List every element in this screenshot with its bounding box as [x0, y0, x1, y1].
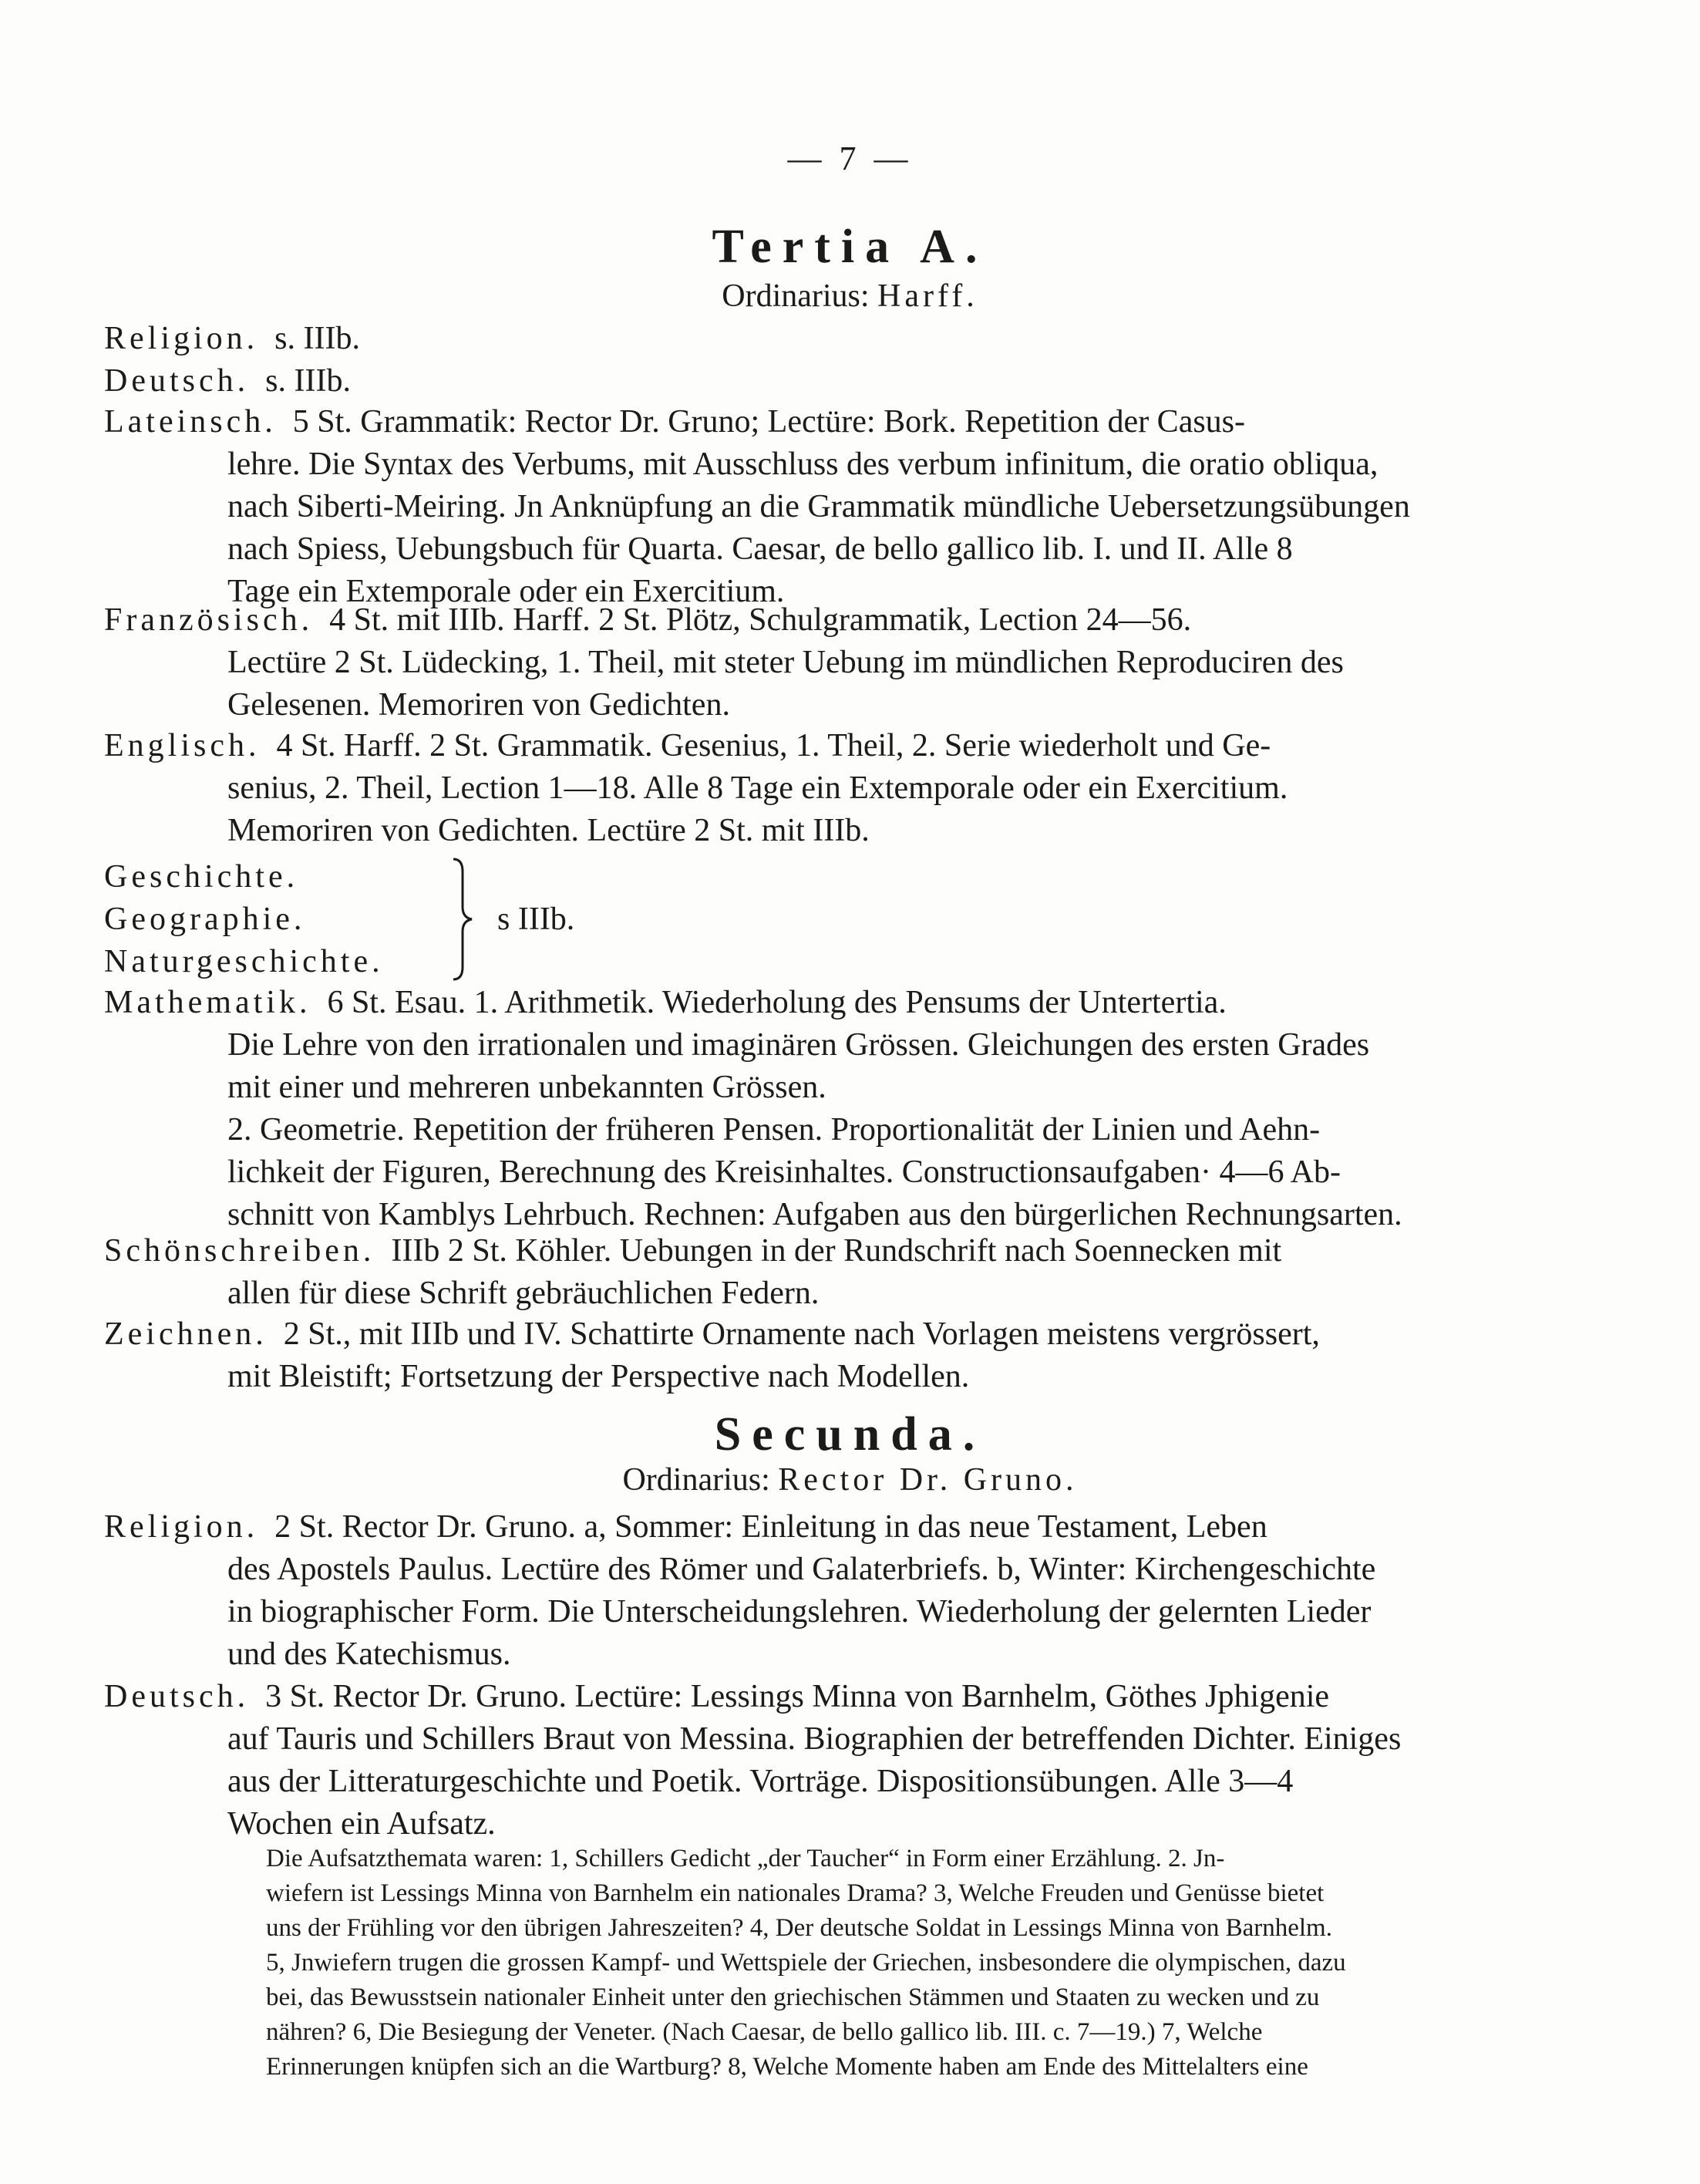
subject-text: 3 St. Rector Dr. Gruno. Lectüre: Lessings Minna von Barnhelm, Göthes Jphigenie [265, 1679, 1330, 1714]
entry-mathematik-tertia [104, 982, 1546, 1236]
text-line: 2. Geometrie. Repetition der früheren Pensen. Proportionalität der Linien und Aehn- [227, 1112, 1321, 1148]
section-heading-tertia: Tertia A. [712, 221, 988, 273]
subject-label: Naturgeschichte. [104, 944, 384, 979]
page-number: — 7 — [787, 140, 913, 177]
text-line: Tage ein Extemporale oder ein Exercitium. [227, 574, 785, 609]
subject-label: Französisch. [104, 602, 314, 638]
entry-deutsch-tertia [104, 360, 1546, 403]
text-line: mit Bleistift; Fortsetzung der Perspective nach Modellen. [227, 1359, 970, 1394]
text-line: des Apostels Paulus. Lectüre des Römer und Galaterbriefs. b, Winter: Kirchengeschichte [227, 1552, 1376, 1587]
subject-label: Geographie. [104, 902, 306, 937]
subject-label: Mathematik. [104, 985, 311, 1020]
subject-label: Religion. [104, 321, 259, 356]
text-line: Lectüre 2 St. Lüdecking, 1. Theil, mit steter Uebung im mündlichen Reproduciren des [227, 645, 1344, 680]
entry-latein-tertia [104, 401, 1546, 613]
text-line: schnitt von Kamblys Lehrbuch. Rechnen: Aufgaben aus den bürgerlichen Rechnungsarten. [227, 1197, 1402, 1232]
subject-label: Deutsch. [104, 363, 250, 399]
text-line: lehre. Die Syntax des Verbums, mit Ausschluss des verbum infinitum, die oratio obliqua, [227, 447, 1379, 482]
text-line: auf Tauris und Schillers Braut von Messina. Biographien der betreffenden Dichter. Einiges [227, 1721, 1402, 1757]
subject-text: IIIb 2 St. Köhler. Uebungen in der Rundschrift nach Soennecken mit [391, 1233, 1282, 1269]
ordinarius-label: Ordinarius: [722, 278, 870, 314]
entry-group-geschichte [104, 856, 575, 983]
text-line: Memoriren von Gedichten. Lectüre 2 St. mit IIIb. [227, 813, 870, 848]
subject-text: s. IIIb. [274, 321, 360, 356]
text-line: nähren? 6, Die Besiegung der Veneter. (Nach Caesar, de bello gallico lib. III. c. 7—19.) 7, Welche [266, 2018, 1263, 2046]
subject-label: Englisch. [104, 728, 261, 763]
text-line: nach Spiess, Uebungsbuch für Quarta. Caesar, de bello gallico lib. I. und II. Alle 8 [227, 531, 1293, 567]
ordinarius-label: Ordinarius: [622, 1462, 770, 1498]
text-line: Gelesenen. Memoriren von Gedichten. [227, 687, 730, 723]
text-line: 5, Jnwiefern trugen die grossen Kampf- und Wettspiele der Griechen, insbesondere die olympischen, dazu [266, 1949, 1346, 1977]
aufsatz-themes-note [266, 1842, 1546, 2085]
entry-deutsch-secunda [104, 1676, 1546, 1845]
text-line: mit einer und mehreren unbekannten Grössen. [227, 1070, 826, 1105]
curly-brace-icon [447, 856, 478, 983]
section-heading-secunda: Secunda. [714, 1408, 986, 1461]
entry-franzoesisch-tertia [104, 599, 1546, 726]
subject-label: Deutsch. [104, 1679, 250, 1714]
entry-englisch-tertia [104, 725, 1546, 852]
subject-text: 2 St. Rector Dr. Gruno. a, Sommer: Einleitung in das neue Testament, Leben [274, 1509, 1267, 1545]
text-line: wiefern ist Lessings Minna von Barnhelm ein nationales Drama? 3, Welche Freuden und Genüsse bietet [266, 1879, 1325, 1907]
ordinarius-tertia [0, 278, 1700, 315]
entry-religion-secunda [104, 1506, 1546, 1676]
text-line: allen für diese Schrift gebräuchlichen Federn. [227, 1276, 820, 1311]
text-line: aus der Litteraturgeschichte und Poetik. Vorträge. Dispositionsübungen. Alle 3—4 [227, 1764, 1294, 1799]
text-line: und des Katechismus. [227, 1636, 511, 1672]
subject-label: Zeichnen. [104, 1316, 268, 1352]
text-line: senius, 2. Theil, Lection 1—18. Alle 8 Tage ein Extemporale oder ein Exercitium. [227, 770, 1288, 806]
text-line: Die Aufsatzthemata waren: 1, Schillers Gedicht „der Taucher“ in Form einer Erzählung. 2. Jn- [266, 1845, 1225, 1872]
text-line: Wochen ein Aufsatz. [227, 1806, 496, 1842]
text-line: in biographischer Form. Die Unterscheidungslehren. Wiederholung der gelernten Lieder [227, 1594, 1372, 1630]
subject-text: s IIIb. [497, 902, 575, 937]
entry-zeichnen-tertia [104, 1313, 1546, 1398]
ordinarius-secunda [0, 1461, 1700, 1498]
text-line: nach Siberti-Meiring. Jn Anknüpfung an die Grammatik mündliche Uebersetzungsübungen [227, 489, 1410, 524]
subject-label: Geschichte. [104, 859, 299, 895]
text-line: bei, das Bewusstsein nationaler Einheit unter den griechischen Stämmen und Staaten zu wecken und zu [266, 1983, 1320, 2011]
entry-schoenschreiben-tertia [104, 1230, 1546, 1315]
subject-text: 4 St. Harff. 2 St. Grammatik. Gesenius, 1. Theil, 2. Serie wiederholt und Ge- [276, 728, 1271, 763]
ordinarius-name: Harff. [877, 278, 978, 314]
subject-label: Schönschreiben. [104, 1233, 375, 1269]
entry-religion-tertia [104, 318, 1546, 360]
subject-text: 4 St. mit IIIb. Harff. 2 St. Plötz, Schulgrammatik, Lection 24—56. [329, 602, 1192, 638]
subject-text: 6 St. Esau. 1. Arithmetik. Wiederholung des Pensums der Untertertia. [327, 985, 1227, 1020]
subject-label: Lateinsch. [104, 404, 277, 440]
ordinarius-name: Rector Dr. Gruno. [778, 1462, 1078, 1498]
text-line: lichkeit der Figuren, Berechnung des Kreisinhaltes. Constructionsaufgaben· 4—6 Ab- [227, 1154, 1341, 1190]
subject-text: s. IIIb. [265, 363, 351, 399]
subject-text: 2 St., mit IIIb und IV. Schattirte Ornamente nach Vorlagen meistens vergrössert, [283, 1316, 1320, 1352]
text-line: uns der Frühling vor den übrigen Jahreszeiten? 4, Der deutsche Soldat in Lessings Minna von Barnhelm. [266, 1914, 1332, 1942]
text-line: Die Lehre von den irrationalen und imaginären Grössen. Gleichungen des ersten Grades [227, 1027, 1370, 1063]
subject-label: Religion. [104, 1509, 259, 1545]
text-line: Erinnerungen knüpfen sich an die Wartburg? 8, Welche Momente haben am Ende des Mittelalters eine [266, 2053, 1308, 2081]
subject-text: 5 St. Grammatik: Rector Dr. Gruno; Lectüre: Bork. Repetition der Casus- [292, 404, 1246, 440]
